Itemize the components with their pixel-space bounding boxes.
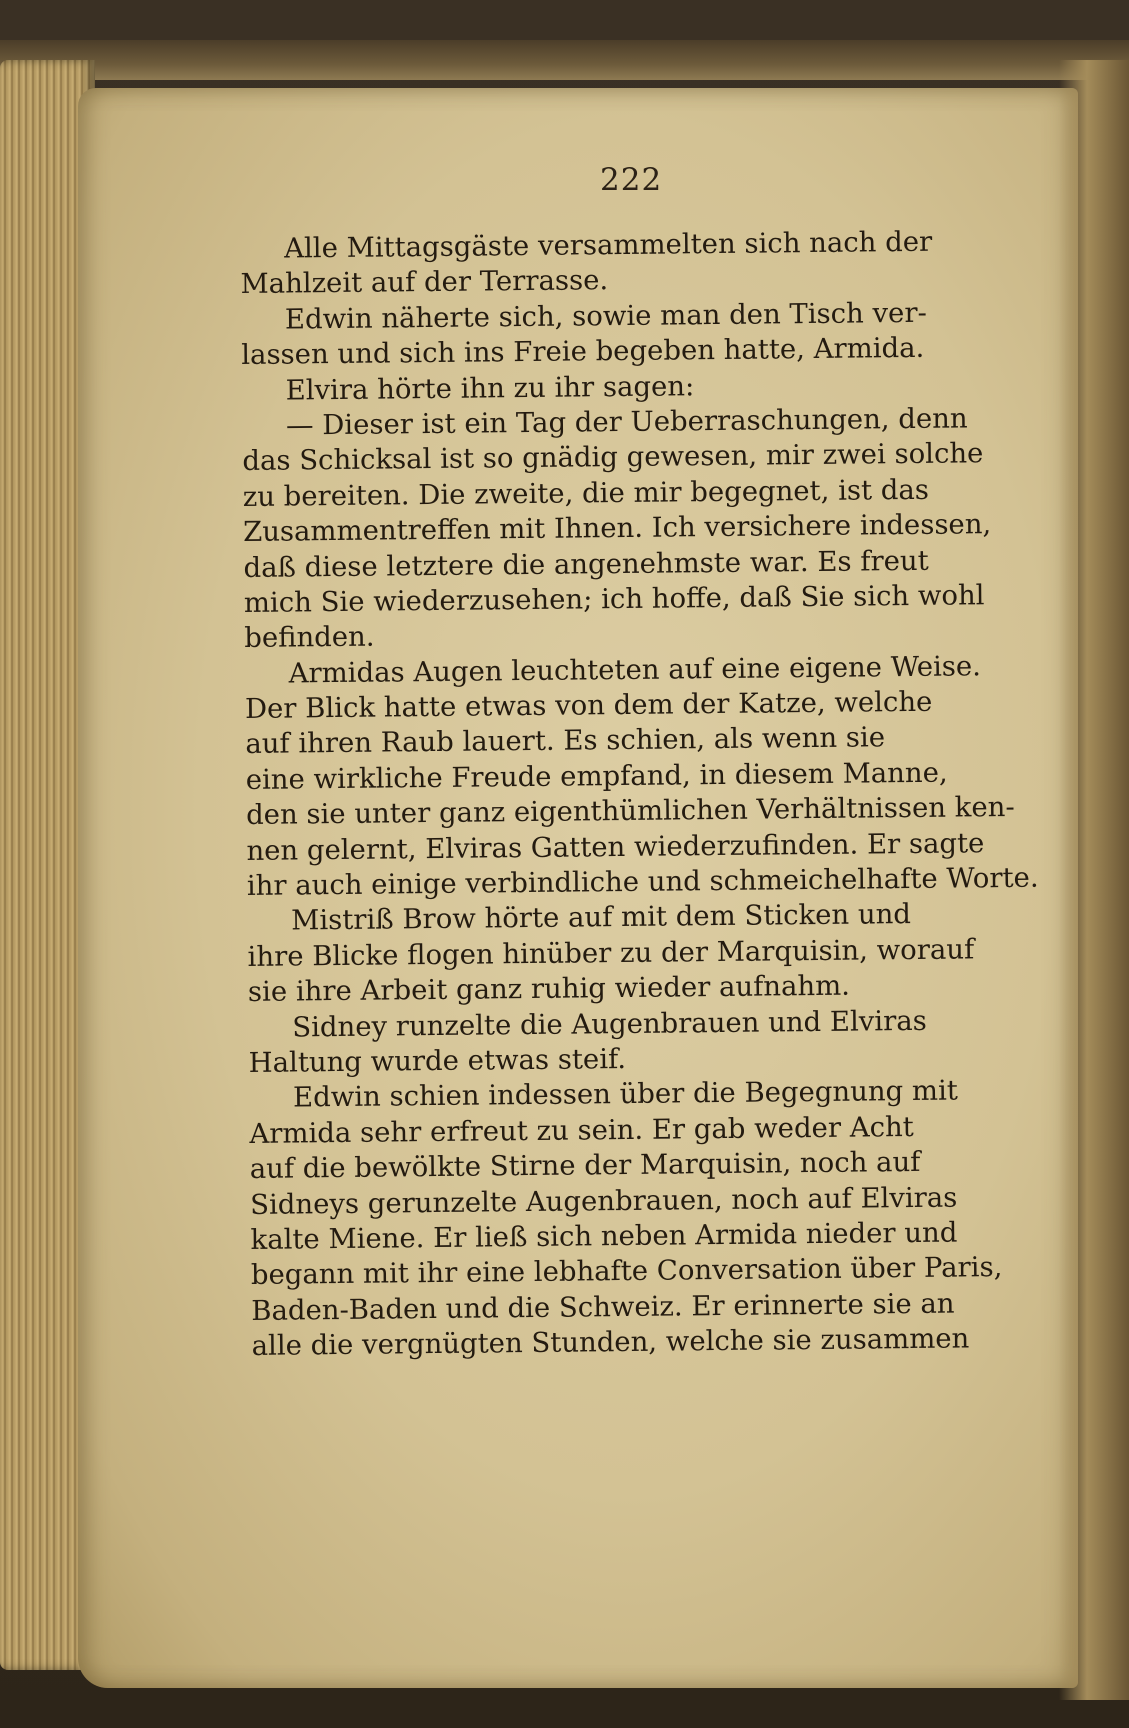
text-line: ihre Blicke flogen hinüber zu der Marquisin, worauf	[247, 933, 975, 973]
text-line: Der Blick hatte etwas von dem der Katze, welche	[244, 685, 933, 726]
text-line: Edwin näherte sich, sowie man den Tisch ver-	[284, 296, 927, 336]
page-number: 222	[600, 162, 663, 198]
text-line: Haltung wurde etwas steif.	[248, 1042, 627, 1079]
text-line: mich Sie wiederzusehen; ich hoffe, daß Sie sich wohl	[243, 579, 985, 619]
text-line: ihr auch einige verbindliche und schmeichelhafte Worte.	[246, 861, 1039, 902]
text-line: alle die vergnügten Stunden, welche sie zusammen	[251, 1322, 970, 1363]
text-line: befinden.	[244, 620, 375, 655]
text-line: sie ihre Arbeit ganz ruhig wieder aufnahm.	[247, 969, 851, 1009]
text-line: Sidneys gerunzelte Augenbrauen, noch auf Elviras	[250, 1181, 958, 1221]
page-text	[240, 224, 1042, 1365]
text-line: das Schicksal ist so gnädig gewesen, mir zwei solche	[242, 437, 984, 478]
text-line: kalte Miene. Er ließ sich neben Armida nieder und	[250, 1216, 958, 1256]
text-line: Armida sehr erfreut zu sein. Er gab weder Acht	[249, 1110, 914, 1150]
text-line: Baden-Baden und die Schweiz. Er erinnerte sie an	[251, 1287, 955, 1327]
text-line: zu bereiten. Die zweite, die mir begegnet, ist das	[242, 473, 930, 513]
book-gutter	[1059, 60, 1129, 1700]
text-line: Zusammentreffen mit Ihnen. Ich versichere indessen,	[242, 508, 992, 549]
text-line: auf ihren Raub lauert. Es schien, als wenn sie	[245, 721, 886, 761]
text-line: Elvira hörte ihn zu ihr sagen:	[285, 369, 695, 407]
book-top-edge	[0, 40, 1129, 80]
text-line: — Dieser ist ein Tag der Ueberraschungen, denn	[285, 402, 968, 442]
text-line: den sie unter ganz eigenthümlichen Verhältnissen ken-	[245, 791, 1015, 832]
text-line: daß diese letztere die angenehmste war. Es freut	[243, 544, 929, 584]
text-line: begann mit ihr eine lebhafte Conversation über Paris,	[250, 1251, 1003, 1292]
text-line: Mahlzeit auf der Terrasse.	[240, 264, 609, 301]
text-line: Edwin schien indessen über die Begegnung mit	[292, 1074, 959, 1114]
text-line: Armidas Augen leuchteten auf eine eigene Weise.	[288, 649, 982, 690]
text-line: lassen und sich ins Freie begeben hatte, Armida.	[241, 332, 925, 372]
text-line: Sidney runzelte die Augenbrauen und Elviras	[292, 1004, 927, 1044]
text-line: auf die bewölkte Stirne der Marquisin, noch auf	[249, 1146, 921, 1186]
text-line: eine wirkliche Freude empfand, in diesem Manne,	[245, 756, 948, 796]
text-line: Alle Mittagsgäste versammelten sich nach der	[284, 225, 933, 265]
text-line: nen gelernt, Elviras Gatten wiederzufinden. Er sagte	[246, 826, 985, 867]
text-line: Mistriß Brow hörte auf mit dem Sticken und	[291, 898, 912, 937]
